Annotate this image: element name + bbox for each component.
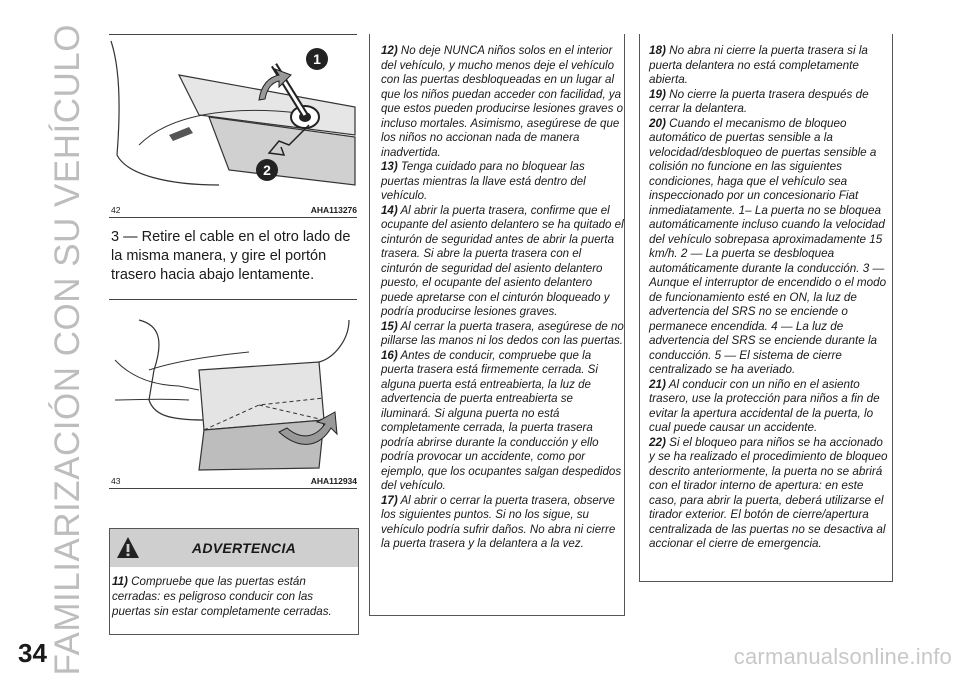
figure-number: 43 [111,476,121,486]
warning-item-12: 12) No deje NUNCA niños solos en el interior del vehículo, y mucho menos deje el vehículo con las puertas desbloqueadas en un lugar al que los niños puedan acceder con facilidad, ya que estos pueden producirse lesiones graves o incluso mortales. Asimismo, asegúrese de que los niños no accionan nada de manera inadvertida. [381,45,623,159]
warning-triangle-icon [116,536,140,560]
warning-item-15: 15) Al cerrar la puerta trasera, asegúrese de no pillarse las manos ni los dedos con las puertas. [381,320,624,347]
warning-item-13: 13) Tenga cuidado para no bloquear las puertas mientras la llave está dentro del vehículo. [381,161,586,202]
right-column [639,34,893,582]
warning-item-19: 19) No cierre la puerta trasera después de cerrar la delantera. [649,87,869,115]
figure-42-caption [109,203,357,218]
figure-43-illustration [109,300,357,474]
warning-item-21: 21) Al conducir con un niño en el asiento trasero, use la protección para niños a fin de evitar la apertura accidental de la puerta, lo cual puede causar un accidente. [649,377,880,434]
warning-item-20: 20) Cuando el mecanismo de bloqueo automático de puertas sensible a la velocidad/desbloqueo de puertas sensible a colisión no funcione en las siguientes condiciones, haga que el vehículo sea inspeccionado por un concesionario Fiat inmediatamente. 1– La puerta no se bloquea automáticamente incluso cuando la velocidad del vehículo sobrepasa aproximadamente 15 km/h. 2 — La puerta se desbloquea automáticamente durante la conducción. 3 — Aunque el interruptor de encendido o el modo de funcionamiento esté en ON, la luz de advertencia del SRS no se enciende o permanece encendida. 4 — La luz de advertencia del SRS se enciende durante la conducción. 5 — El sistema de cierre centralizado se ha averiado. [649,116,887,376]
warning-item-16: 16) Antes de conducir, compruebe que la puerta trasera está firmemente cerrada. Si alguna puerta está entreabierta, la luz de advertencia de puerta entreabierta se iluminará. Si alguna puerta no está completamente cerrada, la puerta trasera podría abrirse durante la conducción y ello podría provocar un accidente, como por ejemplo, que los ocupantes salgan despedidos del vehículo. [381,349,622,492]
left-column [109,34,357,489]
figure-42-illustration [109,35,357,203]
warning-item-14: 14) Al abrir la puerta trasera, confirme que el ocupante del asiento delantero se ha quitado el cinturón de seguridad antes de abrir la puerta trasera. Si abre la puerta trasera con el cinturón de seguridad del asiento delantero puesto, el ocupante del asiento delantero puede apretarse con el cinturón bloqueado y podría producirse lesiones graves. [381,204,624,318]
figure-42 [109,34,357,218]
step-text: 3 — Retire el cable en el otro lado de la misma manera, y gire el portón trasero hacia abajo lentamente. [111,229,351,283]
figure-43 [109,299,357,489]
section-title-vertical: FAMILIARIZACIÓN CON SU VEHÍCULO [48,24,87,676]
callout-1: 1 [313,51,321,67]
warning-item-18: 18) No abra ni cierre la puerta trasera si la puerta delantera no está completamente abierta. [649,44,868,86]
figure-code: AHA113276 [310,205,357,215]
middle-column [369,34,625,616]
watermark: carmanualsonline.info [733,644,952,669]
figure-code: AHA112934 [310,476,357,486]
warning-title: ADVERTENCIA [191,540,297,556]
warning-item-11: 11) Compruebe que las puertas están cerradas: es peligroso conducir con las puertas sin estar completamente cerradas. [112,575,332,618]
warning-item-22: 22) Si el bloqueo para niños se ha accionado y se ha realizado el procedimiento de bloqueo descrito anteriormente, la puerta no se abrirá con el tirador interno de apertura: en este caso, para abrir la puerta, deberá utilizarse el tirador exterior. El botón de cierre/apertura centralizada de las puertas no se desactiva al accionar el cierre de emergencia. [649,435,888,550]
warning-box [109,528,359,635]
figure-number: 42 [111,205,121,215]
warning-header [110,529,358,567]
figure-43-caption [109,474,357,489]
callout-2: 2 [263,162,271,178]
warning-item-17: 17) Al abrir o cerrar la puerta trasera, observe los siguientes puntos. Si no los sigue, su vehículo podría sufrir daños. No abra ni cierre la puerta trasera y la delantera a la vez. [381,494,616,550]
page-number: 34 [18,638,47,668]
